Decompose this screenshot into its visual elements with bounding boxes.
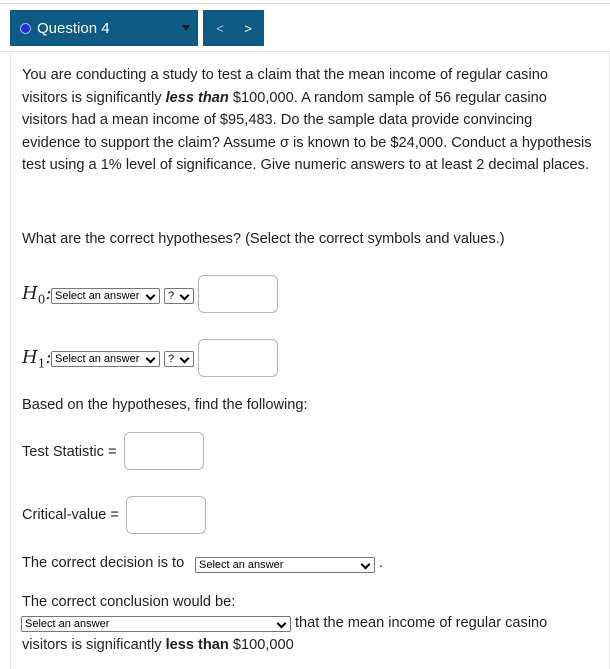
h1-symbol-value: ? — [168, 353, 175, 365]
h0-label — [22, 283, 51, 307]
findings-intro: Based on the hypotheses, find the following: — [22, 397, 308, 413]
conclusion-line2 — [22, 637, 294, 653]
next-question-button[interactable]: > — [244, 20, 252, 36]
hypotheses-question: What are the correct hypotheses? (Select the correct symbols and values.) — [22, 231, 505, 247]
h0-subscript: 0 — [37, 292, 46, 307]
chevron-down-icon — [146, 354, 156, 364]
decision-prefix: The correct decision is to — [22, 555, 185, 571]
chevron-down-icon — [180, 354, 190, 364]
h0-letter: H — [22, 283, 38, 304]
h0-parameter-select[interactable] — [51, 288, 160, 304]
conclusion-select[interactable] — [21, 616, 291, 632]
critical-value-input[interactable] — [126, 496, 206, 534]
question-label: Question 4 — [37, 19, 110, 37]
chevron-down-icon — [361, 560, 371, 570]
conclusion-line2-bold: less than — [165, 637, 229, 653]
h1-colon: : — [45, 347, 52, 368]
question-selector[interactable] — [10, 10, 198, 46]
chevron-down-icon — [146, 291, 156, 301]
test-statistic-input[interactable] — [124, 432, 204, 470]
conclusion-line2-suffix: $100,000 — [232, 637, 294, 653]
chevron-down-icon — [277, 619, 287, 629]
caret-down-icon — [182, 25, 190, 31]
top-divider — [0, 3, 610, 4]
h0-colon: : — [45, 283, 52, 304]
decision-suffix: . — [379, 555, 384, 571]
h0-value-input[interactable] — [198, 275, 278, 313]
h1-subscript: 1 — [37, 356, 46, 371]
conclusion-after-select: that the mean income of regular casino — [295, 615, 548, 631]
test-statistic-label: Test Statistic = — [22, 444, 117, 460]
h0-parameter-value: Select an answer — [55, 290, 140, 302]
conclusion-heading: The correct conclusion would be: — [22, 594, 236, 610]
problem-rest: $100,000. A random sample of 56 regular casino visitors had a mean income of $95,483. Do the sample data provide convincing evidence to support the claim? Assume σ is known to be $24,000. Conduct a hypothesis test using a 1% level of significance. Give numeric answers to at least 2 decimal places. — [22, 89, 592, 173]
conclusion-value: Select an answer — [25, 618, 110, 630]
h0-symbol-value: ? — [168, 290, 175, 302]
conclusion-line2-prefix: visitors is significantly — [22, 637, 162, 653]
problem-emphasis: less than — [165, 89, 229, 106]
header-divider — [0, 51, 610, 52]
critical-value-label: Critical-value = — [22, 507, 119, 523]
prev-question-button[interactable]: < — [216, 20, 224, 36]
h0-symbol-select[interactable] — [164, 288, 194, 304]
decision-value: Select an answer — [199, 559, 284, 571]
h1-letter: H — [22, 347, 38, 368]
chevron-down-icon — [180, 291, 190, 301]
status-dot-icon — [20, 23, 31, 34]
h1-label — [22, 347, 51, 371]
problem-statement — [22, 64, 592, 177]
question-nav — [203, 10, 264, 46]
h1-symbol-select[interactable] — [164, 351, 194, 367]
h1-parameter-select[interactable] — [51, 351, 160, 367]
decision-select[interactable] — [195, 557, 375, 573]
h1-parameter-value: Select an answer — [55, 353, 140, 365]
problem-intro: You are conducting a study to test a claim that the mean income of regular casino visitors is significantly — [22, 67, 548, 106]
h1-value-input[interactable] — [198, 339, 278, 377]
